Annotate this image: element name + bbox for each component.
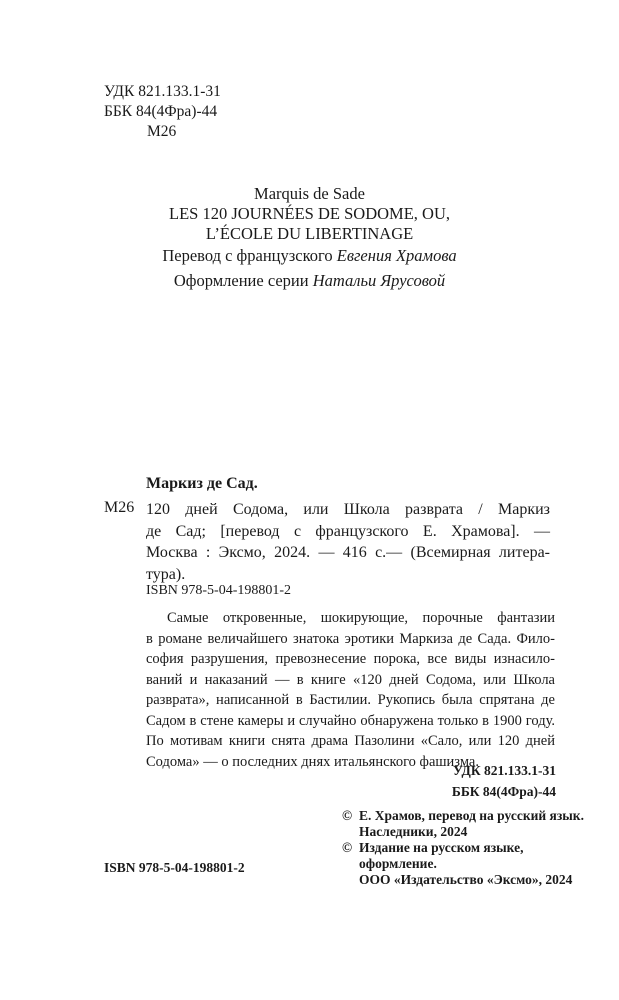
- annotation-line: Содома» — о последних днях итальянского фашизма.: [146, 753, 479, 770]
- annotation-line: в романе величайшего знатока эротики Маркиза де Сада. Фило-: [146, 630, 555, 647]
- copyright-entry-edition: [342, 840, 584, 888]
- copyright-line: ООО «Издательство «Эксмо», 2024: [359, 872, 573, 887]
- annotation: [146, 608, 555, 772]
- card-description: [146, 499, 550, 585]
- bottom-bbk: ББК 84(4Фра)-44: [451, 784, 556, 799]
- original-author: Marquis de Sade: [254, 184, 365, 203]
- original-title-line-1: LES 120 JOURNÉES DE SODOME, OU,: [169, 204, 450, 223]
- bottom-classification: [452, 760, 556, 802]
- top-classification: [104, 82, 221, 142]
- annotation-line: ваний и наказаний — в книге «120 дней Содома, или Школа: [146, 671, 555, 688]
- top-udk: УДК 821.133.1-31: [104, 83, 221, 100]
- copyright-symbol: ©: [342, 840, 353, 855]
- translation-credit: [0, 245, 619, 267]
- top-bbk: ББК 84(4Фра)-44: [104, 103, 218, 120]
- translator-name: Евгения Храмова: [336, 246, 457, 265]
- copyright-line: Издание на русском языке,: [359, 840, 524, 855]
- design-prefix: Оформление серии: [173, 271, 309, 290]
- annotation-line: Садом в стене камеры и случайно обнаружена только в 1900 году.: [146, 712, 555, 729]
- annotation-line: По мотивам книги снята драма Пазолини «Сало, или 120 дней: [146, 733, 555, 749]
- annotation-line: софия разрушения, превознесение порока, все виды изнасило-: [146, 651, 555, 667]
- copyright-line: оформление.: [359, 856, 437, 871]
- card-description-line: де Сад; [перевод с французского Е. Храмова]. —: [146, 522, 550, 540]
- designer-name: Натальи Ярусовой: [312, 271, 446, 290]
- card-code: М26: [104, 499, 135, 516]
- copyright-entry-translation: [342, 808, 584, 840]
- card-description-line: тура).: [146, 565, 186, 583]
- original-title-block: [0, 184, 619, 244]
- card-author: Маркиз де Сад.: [146, 475, 258, 492]
- copyright-line: Е. Храмов, перевод на русский язык.: [359, 808, 584, 823]
- original-title-line-2: L’ÉCOLE DU LIBERTINAGE: [205, 224, 414, 243]
- top-code: М26: [147, 123, 177, 140]
- card-description-line: Москва : Эксмо, 2024. — 416 с.— (Всемирная литера-: [146, 544, 550, 561]
- copyright-line: Наследники, 2024: [359, 824, 468, 839]
- translation-prefix: Перевод с французского: [162, 246, 333, 265]
- copyright-block: [342, 808, 584, 888]
- card-isbn: ISBN 978-5-04-198801-2: [146, 583, 292, 598]
- annotation-line: разврата», написанной в Бастилии. Рукопись была спрятана де: [146, 692, 555, 708]
- annotation-line: Самые откровенные, шокирующие, порочные фантазии: [167, 610, 555, 626]
- card-description-line: 120 дней Содома, или Школа разврата / Маркиз: [146, 501, 550, 518]
- bottom-udk: УДК 821.133.1-31: [453, 763, 556, 778]
- bottom-isbn: ISBN 978-5-04-198801-2: [104, 860, 245, 875]
- copyright-symbol: ©: [342, 808, 353, 823]
- design-credit: [0, 270, 619, 292]
